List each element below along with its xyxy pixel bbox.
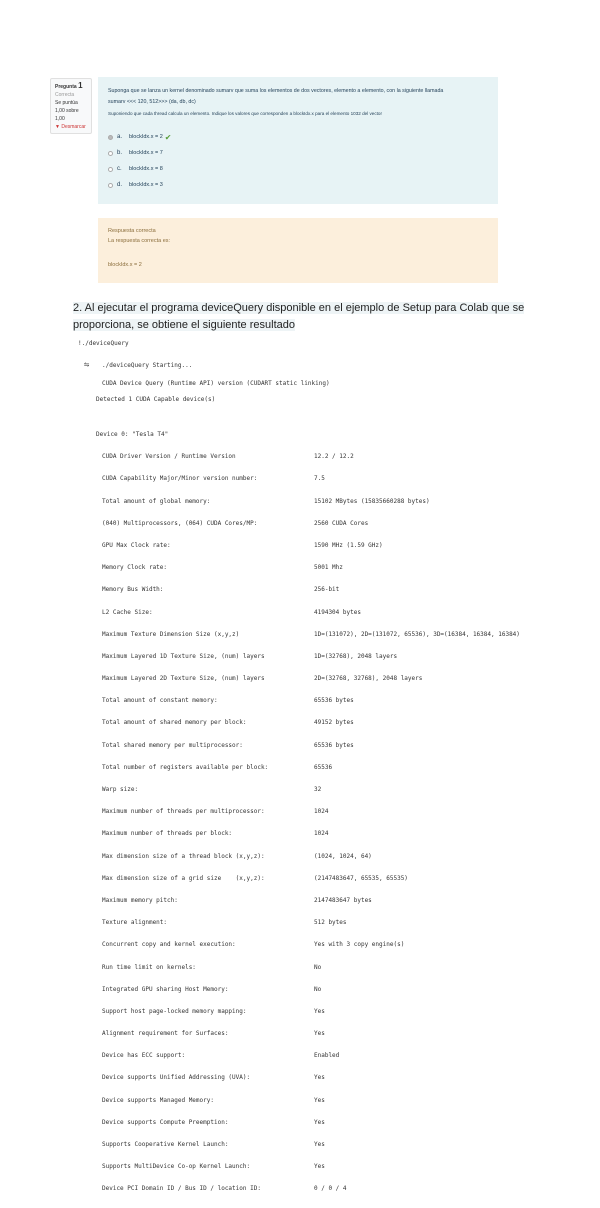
property-row: Warp size: 32 xyxy=(102,786,322,793)
question-score: Se puntúa 1,00 sobre 1,00 xyxy=(55,100,79,122)
answer-list xyxy=(108,129,488,193)
radio-button[interactable] xyxy=(108,183,113,188)
property-row: Device has ECC support: Enabled xyxy=(102,1052,340,1060)
unflag-link[interactable]: ▼ Desmarcar xyxy=(55,124,86,130)
correct-answer: blockIdx.x = 2 xyxy=(108,262,142,268)
property-row: Maximum Layered 2D Texture Size, (num) layers 2D=(32768, 32768), 2048 layers xyxy=(102,675,423,683)
radio-button[interactable] xyxy=(108,167,113,172)
property-row: Total amount of global memory: 15102 MBytes (15835660288 bytes) xyxy=(102,497,430,505)
property-row: Device supports Compute Preemption: Yes xyxy=(102,1118,325,1126)
code-command: !./deviceQuery xyxy=(78,340,129,347)
question-text-line1: Suponga que se lanza un kernel denominado sumarv que suma los elementos de dos vectores, elemento a elemento, con la siguiente llamada xyxy=(108,88,444,94)
property-row: Max dimension size of a thread block (x,y,z): (1024, 1024, 64) xyxy=(102,852,372,860)
property-row: CUDA Driver Version / Runtime Version 12.2 / 12.2 xyxy=(102,453,354,461)
property-row: Memory Clock rate: 5001 Mhz xyxy=(102,564,343,572)
property-row: Device supports Unified Addressing (UVA): Yes xyxy=(102,1074,325,1082)
property-row: Concurrent copy and kernel execution: Yes with 3 copy engine(s) xyxy=(102,941,405,949)
property-row: Alignment requirement for Surfaces: Yes xyxy=(102,1030,325,1038)
code-cell xyxy=(78,340,598,1193)
property-row: Memory Bus Width: 256-bit xyxy=(102,586,340,594)
property-row: Maximum number of threads per multiprocessor: 1024 xyxy=(102,808,329,816)
question-text-line2: sumarv <<< 120, 512>>> (da, db, dc) xyxy=(108,99,196,105)
property-row: Texture alignment: 512 bytes xyxy=(102,919,347,927)
radio-button[interactable] xyxy=(108,151,113,156)
property-row: Device PCI Domain ID / Bus ID / location ID: 0 / 0 / 4 xyxy=(102,1185,347,1193)
property-row: Total amount of shared memory per block: 49152 bytes xyxy=(102,719,354,727)
output-line-detected: Detected 1 CUDA Capable device(s) xyxy=(96,396,216,403)
property-row: Run time limit on kernels: No xyxy=(102,963,322,971)
property-row: L2 Cache Size: 4194304 bytes xyxy=(102,608,361,616)
property-row: Max dimension size of a grid size (x,y,z): (2147483647, 65535, 65535) xyxy=(102,874,408,882)
output-start: ./deviceQuery Starting... xyxy=(102,362,193,369)
property-row: Total amount of constant memory: 65536 bytes xyxy=(102,697,354,705)
property-row: Supports MultiDevice Co-op Kernel Launch: Yes xyxy=(102,1163,325,1171)
answer-option-c[interactable]: c. blockIdx.x = 8 xyxy=(108,161,488,177)
property-row: Device supports Managed Memory: Yes xyxy=(102,1096,325,1104)
property-row: Integrated GPU sharing Host Memory: No xyxy=(102,985,322,993)
question-info-box xyxy=(50,78,92,134)
property-row: Total number of registers available per block: 65536 xyxy=(102,763,333,771)
device-header: Device 0: "Tesla T4" xyxy=(96,431,169,438)
question-2-text: 2. Al ejecutar el programa deviceQuery disponible en el ejemplo de Setup para Colab que se proporciona, se obtiene el siguiente resultado xyxy=(73,302,525,331)
question-number: Pregunta 1 xyxy=(55,81,83,90)
answer-option-a[interactable]: a. blockIdx.x = 2 ✔ xyxy=(108,129,488,145)
feedback-status: Respuesta correcta xyxy=(108,228,156,234)
property-row: GPU Max Clock rate: 1590 MHz (1.59 GHz) xyxy=(102,541,383,549)
property-row: (040) Multiprocessors, (064) CUDA Cores/MP: 2560 CUDA Cores xyxy=(102,519,369,527)
property-row: Support host page-locked memory mapping: Yes xyxy=(102,1007,325,1015)
property-row: Maximum Layered 1D Texture Size, (num) layers 1D=(32768), 2048 layers xyxy=(102,652,398,660)
flag-icon: ▼ xyxy=(55,124,60,130)
question-text-panel xyxy=(98,77,498,204)
device-properties xyxy=(96,417,520,1208)
radio-button[interactable] xyxy=(108,135,113,140)
checkmark-icon: ✔ xyxy=(164,132,172,142)
feedback-panel xyxy=(98,218,498,283)
question-state: Correcta xyxy=(55,92,75,98)
property-row: Maximum number of threads per block: 1024 xyxy=(102,830,329,838)
property-row: CUDA Capability Major/Minor version number: 7.5 xyxy=(102,475,325,483)
output-line-query: CUDA Device Query (Runtime API) version (CUDART static linking) xyxy=(102,380,330,387)
property-row: Total shared memory per multiprocessor: 65536 bytes xyxy=(102,741,354,749)
property-row: Maximum memory pitch: 2147483647 bytes xyxy=(102,896,372,904)
answer-option-d[interactable]: d. blockIdx.x = 3 xyxy=(108,177,488,193)
feedback-label: La respuesta correcta es: xyxy=(108,238,171,244)
answer-option-b[interactable]: b. blockIdx.x = 7 xyxy=(108,145,488,161)
question-text-line3: Suponiendo que cada thread calcula un elemento. Indique los valores que corresponden a blockIdx.x para el elemento 1032 del vector xyxy=(108,111,383,116)
property-row: Maximum Texture Dimension Size (x,y,z) 1D=(131072), 2D=(131072, 65536), 3D=(16384, 16384, 16384) xyxy=(102,630,520,638)
property-row: Supports Cooperative Kernel Launch: Yes xyxy=(102,1141,325,1148)
output-toggle-icon[interactable]: ⇋ xyxy=(84,360,90,370)
